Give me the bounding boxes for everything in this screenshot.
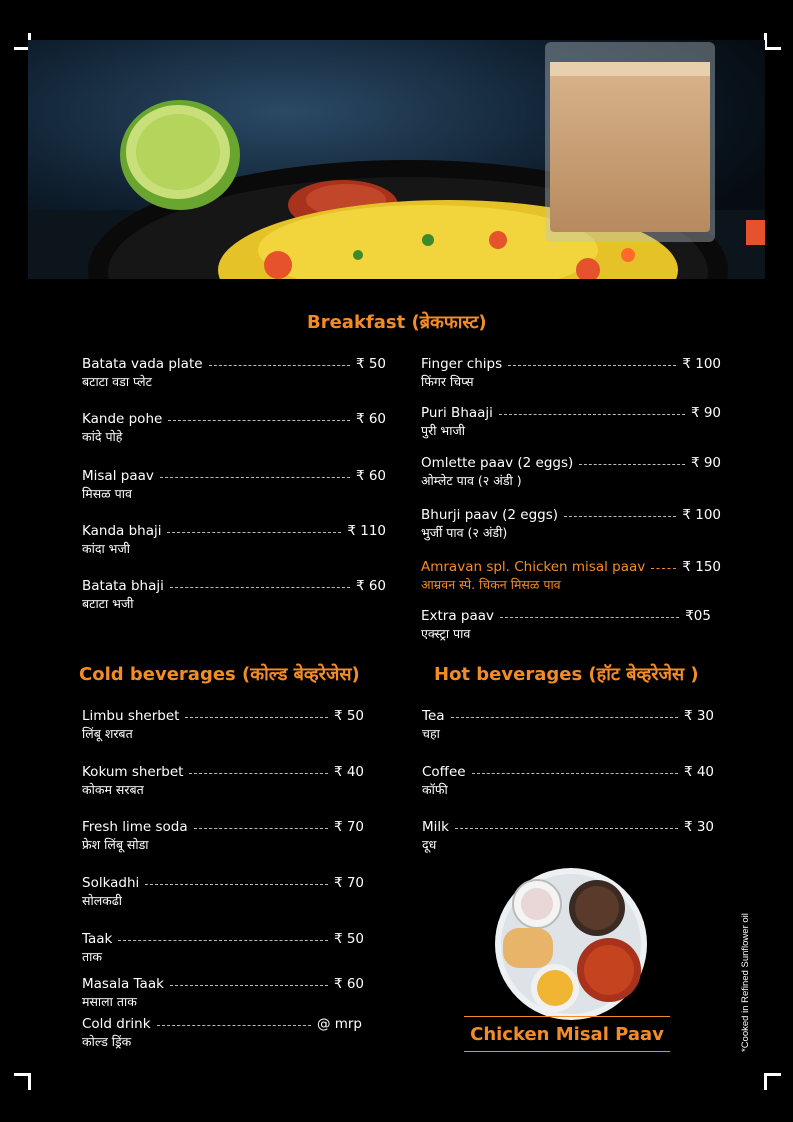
- poha-chai-illustration: [28, 40, 765, 279]
- feature-dish-banner: [464, 1016, 670, 1052]
- hot-beverages-title: Hot beverages (हॉट बेव्हरेजेस ): [434, 664, 699, 685]
- thali-illustration: [493, 866, 650, 1023]
- menu-item: Tea ₹ 30 चहा: [422, 708, 714, 741]
- menu-item-special: Amravan spl. Chicken misal paav ₹ 150 आम्रवन स्पे. चिकन मिसळ पाव: [421, 559, 721, 592]
- menu-item: Kande pohe ₹ 60 कांदे पोहे: [82, 411, 386, 444]
- menu-item: Misal paav ₹ 60 मिसळ पाव: [82, 468, 386, 501]
- breakfast-title: Breakfast (ब्रेकफास्ट): [307, 312, 487, 333]
- menu-item: Batata vada plate ₹ 50 बटाटा वडा प्लेट: [82, 356, 386, 389]
- menu-item: Fresh lime soda ₹ 70 फ्रेश लिंबू सोडा: [82, 819, 364, 852]
- corner-mark-top-right: [764, 33, 781, 50]
- oil-footnote: *Cooked in Refined Sunflower oil: [740, 913, 751, 1052]
- menu-item: Taak ₹ 50 ताक: [82, 931, 364, 964]
- corner-mark-bottom-left: [14, 1073, 31, 1090]
- menu-item: Kanda bhaji ₹ 110 कांदा भजी: [82, 523, 386, 556]
- menu-item: Cold drink @ mrp कोल्ड ड्रिंक: [82, 1016, 362, 1049]
- cold-beverages-title: Cold beverages (कोल्ड बेव्हरेजेस): [79, 664, 360, 685]
- menu-item: Limbu sherbet ₹ 50 लिंबू शरबत: [82, 708, 364, 741]
- menu-item: Omlette paav (2 eggs) ₹ 90 ओम्लेट पाव (२ अंडी ): [421, 455, 721, 488]
- menu-item: Kokum sherbet ₹ 40 कोकम सरबत: [82, 764, 364, 797]
- chicken-misal-paav-photo: [493, 866, 650, 1023]
- menu-item: Batata bhaji ₹ 60 बटाटा भजी: [82, 578, 386, 611]
- menu-item: Finger chips ₹ 100 फिंगर चिप्स: [421, 356, 721, 389]
- menu-item: Masala Taak ₹ 60 मसाला ताक: [82, 976, 364, 1009]
- feature-dish-label: Chicken Misal Paav: [470, 1023, 664, 1045]
- hero-food-photo: [28, 40, 765, 279]
- menu-item: Puri Bhaaji ₹ 90 पुरी भाजी: [421, 405, 721, 438]
- corner-mark-bottom-right: [764, 1073, 781, 1090]
- menu-item: Milk ₹ 30 दूध: [422, 819, 714, 852]
- menu-item: Solkadhi ₹ 70 सोलकढी: [82, 875, 364, 908]
- menu-item: Coffee ₹ 40 कॉफी: [422, 764, 714, 797]
- menu-item: Bhurji paav (2 eggs) ₹ 100 भुर्जी पाव (२ अंडी): [421, 507, 721, 540]
- menu-item: Extra paav ₹05 एक्स्ट्रा पाव: [421, 608, 711, 641]
